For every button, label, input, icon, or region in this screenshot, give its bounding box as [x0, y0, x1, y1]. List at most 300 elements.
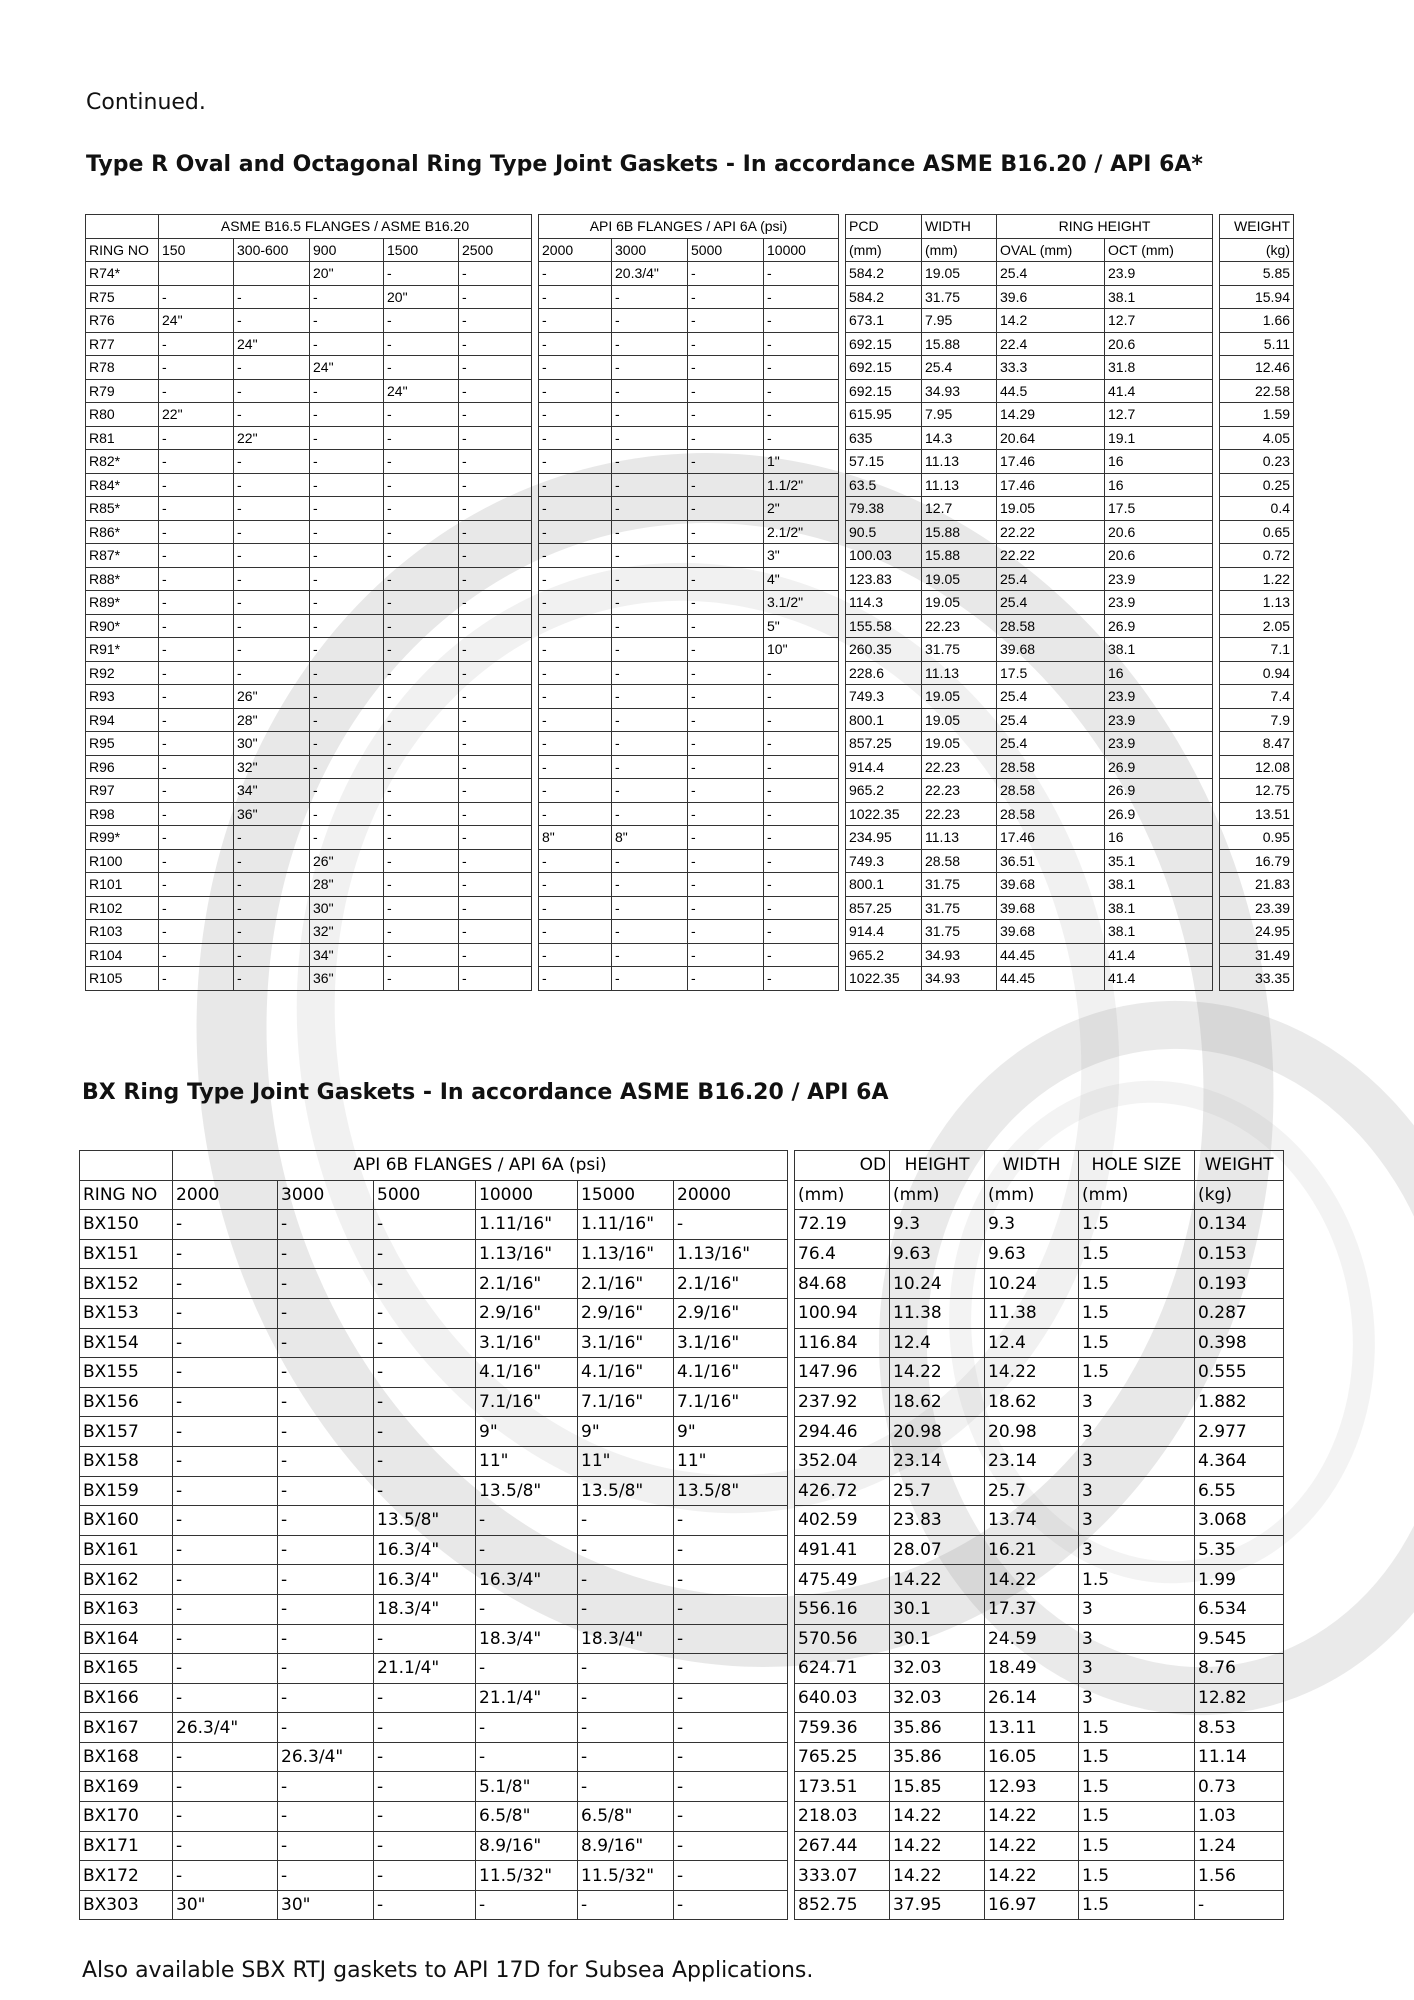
- table-cell: 765.25: [795, 1742, 890, 1772]
- table-row: [80, 1713, 1284, 1743]
- table-cell: R78: [86, 356, 159, 380]
- table-cell: 624.71: [795, 1654, 890, 1684]
- table-cell: 38.1: [1105, 920, 1213, 944]
- table-cell: 6.5/8": [578, 1802, 674, 1832]
- table-cell: -: [612, 849, 688, 873]
- table-cell: -: [278, 1239, 374, 1269]
- table-cell: 19.05: [922, 708, 997, 732]
- table-cell: 18.3/4": [578, 1624, 674, 1654]
- table-cell: 100.03: [846, 544, 922, 568]
- table-cell: 123.83: [846, 567, 922, 591]
- table-cell: -: [159, 638, 234, 662]
- table-cell: -: [374, 1476, 476, 1506]
- column-gap: [1213, 473, 1220, 497]
- table-cell: -: [539, 943, 612, 967]
- table-cell: 13.11: [985, 1713, 1079, 1743]
- table-cell: 2000: [173, 1180, 278, 1210]
- table-cell: -: [612, 379, 688, 403]
- weight-header: WEIGHT: [1195, 1151, 1284, 1181]
- table-cell: 84.68: [795, 1269, 890, 1299]
- table-cell: 16: [1105, 450, 1213, 474]
- table-cell: 23.9: [1105, 262, 1213, 286]
- table-row: [86, 567, 1294, 591]
- table-cell: 19.05: [997, 497, 1105, 521]
- table-cell: 692.15: [846, 332, 922, 356]
- table-cell: 0.398: [1195, 1328, 1284, 1358]
- table-row: [80, 1417, 1284, 1447]
- section2-title: BX Ring Type Joint Gaskets - In accordance ASME B16.20 / API 6A: [82, 1080, 889, 1105]
- table-cell: 30": [310, 896, 384, 920]
- table-cell: 11.38: [985, 1298, 1079, 1328]
- table-cell: -: [384, 426, 459, 450]
- table-cell: -: [173, 1535, 278, 1565]
- table-cell: 1.5: [1079, 1239, 1195, 1269]
- table-cell: -: [384, 614, 459, 638]
- table-cell: -: [764, 873, 839, 897]
- table-cell: -: [612, 356, 688, 380]
- table-cell: -: [764, 285, 839, 309]
- table-cell: -: [764, 332, 839, 356]
- table-cell: R99*: [86, 826, 159, 850]
- table-cell: -: [688, 896, 764, 920]
- table-cell: R89*: [86, 591, 159, 615]
- table-cell: 12.4: [985, 1328, 1079, 1358]
- column-gap: [1213, 520, 1220, 544]
- column-gap: [839, 356, 846, 380]
- table-cell: -: [764, 661, 839, 685]
- table-cell: 9.63: [985, 1239, 1079, 1269]
- column-gap: [839, 943, 846, 967]
- table-cell: -: [764, 779, 839, 803]
- table-cell: -: [234, 450, 310, 474]
- column-gap: [1213, 896, 1220, 920]
- table-cell: 9": [674, 1417, 788, 1447]
- table-cell: -: [612, 450, 688, 474]
- table-cell: -: [173, 1328, 278, 1358]
- column-gap: [532, 356, 539, 380]
- column-gap: [839, 403, 846, 427]
- table-cell: 14.22: [890, 1358, 985, 1388]
- table-row: [86, 967, 1294, 991]
- table-cell: 28": [310, 873, 384, 897]
- table-cell: -: [674, 1624, 788, 1654]
- table-cell: -: [173, 1654, 278, 1684]
- table-cell: 34.93: [922, 943, 997, 967]
- table-cell: 26.9: [1105, 614, 1213, 638]
- table-cell: 25.4: [997, 685, 1105, 709]
- column-gap: [788, 1269, 795, 1299]
- table-cell: BX163: [80, 1594, 173, 1624]
- table-cell: 16: [1105, 473, 1213, 497]
- table-cell: 267.44: [795, 1831, 890, 1861]
- table-cell: 475.49: [795, 1565, 890, 1595]
- table-cell: -: [459, 779, 532, 803]
- table-cell: -: [384, 873, 459, 897]
- table-cell: -: [612, 802, 688, 826]
- table-cell: -: [374, 1298, 476, 1328]
- table-cell: -: [384, 755, 459, 779]
- column-gap: [839, 450, 846, 474]
- table-cell: -: [173, 1358, 278, 1388]
- table-cell: 16.05: [985, 1742, 1079, 1772]
- table-cell: 22": [234, 426, 310, 450]
- table-row: [86, 379, 1294, 403]
- table-cell: 17.5: [1105, 497, 1213, 521]
- table-cell: -: [674, 1742, 788, 1772]
- table-cell: -: [688, 497, 764, 521]
- column-gap: [532, 332, 539, 356]
- table-cell: 4.1/16": [476, 1358, 578, 1388]
- table-cell: 38.1: [1105, 873, 1213, 897]
- table-cell: 13.5/8": [476, 1476, 578, 1506]
- table-cell: -: [173, 1772, 278, 1802]
- table-cell: 5000: [374, 1180, 476, 1210]
- table-cell: -: [159, 285, 234, 309]
- table-cell: 11.13: [922, 473, 997, 497]
- table-cell: 0.25: [1220, 473, 1294, 497]
- table-cell: -: [278, 1358, 374, 1388]
- table-row: [86, 309, 1294, 333]
- table-cell: 228.6: [846, 661, 922, 685]
- table-cell: BX303: [80, 1890, 173, 1920]
- table-cell: 9.3: [890, 1210, 985, 1240]
- table-cell: BX168: [80, 1742, 173, 1772]
- table-cell: 3: [1079, 1506, 1195, 1536]
- table-cell: 1.5: [1079, 1565, 1195, 1595]
- table-cell: -: [578, 1594, 674, 1624]
- table-cell: -: [459, 802, 532, 826]
- table-cell: 640.03: [795, 1683, 890, 1713]
- table-cell: 22.23: [922, 802, 997, 826]
- table-cell: 1.13: [1220, 591, 1294, 615]
- table-cell: 24": [159, 309, 234, 333]
- table-cell: -: [310, 520, 384, 544]
- column-gap: [839, 849, 846, 873]
- table-cell: 1500: [384, 238, 459, 262]
- table-cell: -: [578, 1565, 674, 1595]
- table-row: [80, 1890, 1284, 1920]
- column-gap: [1213, 544, 1220, 568]
- table-cell: -: [764, 826, 839, 850]
- table-cell: -: [278, 1476, 374, 1506]
- column-gap: [839, 920, 846, 944]
- table-cell: -: [159, 520, 234, 544]
- table-cell: -: [159, 544, 234, 568]
- table-cell: -: [578, 1683, 674, 1713]
- table-cell: -: [278, 1298, 374, 1328]
- column-gap: [839, 426, 846, 450]
- column-gap: [839, 497, 846, 521]
- table-header-row: [80, 1180, 1284, 1210]
- table-cell: -: [278, 1535, 374, 1565]
- table-cell: R100: [86, 849, 159, 873]
- table-cell: R96: [86, 755, 159, 779]
- table-cell: 759.36: [795, 1713, 890, 1743]
- table-cell: -: [688, 732, 764, 756]
- table-cell: -: [688, 544, 764, 568]
- table-cell: 8": [612, 826, 688, 850]
- table-row: [80, 1654, 1284, 1684]
- table-row: [80, 1861, 1284, 1891]
- table-cell: 10000: [764, 238, 839, 262]
- table-cell: -: [374, 1239, 476, 1269]
- table-cell: 36": [234, 802, 310, 826]
- table-cell: 34": [234, 779, 310, 803]
- column-gap: [1213, 873, 1220, 897]
- table-cell: -: [459, 685, 532, 709]
- table-cell: -: [374, 1358, 476, 1388]
- table-cell: -: [278, 1861, 374, 1891]
- column-gap: [1213, 732, 1220, 756]
- table-cell: 11": [578, 1446, 674, 1476]
- table-cell: -: [310, 285, 384, 309]
- table-cell: 857.25: [846, 732, 922, 756]
- table-cell: 16.3/4": [374, 1565, 476, 1595]
- table-cell: 2.1/2": [764, 520, 839, 544]
- table-row: [80, 1446, 1284, 1476]
- table-cell: 12.4: [890, 1328, 985, 1358]
- table-cell: -: [278, 1594, 374, 1624]
- table-cell: -: [476, 1890, 578, 1920]
- column-gap: [1213, 426, 1220, 450]
- table-cell: 24": [234, 332, 310, 356]
- table-cell: 3000: [278, 1180, 374, 1210]
- column-gap: [788, 1328, 795, 1358]
- table-cell: 3.1/16": [476, 1328, 578, 1358]
- table-cell: BX154: [80, 1328, 173, 1358]
- table-cell: -: [539, 309, 612, 333]
- column-gap: [1213, 708, 1220, 732]
- table-cell: 12.93: [985, 1772, 1079, 1802]
- table-cell: -: [159, 779, 234, 803]
- ring-height-header: RING HEIGHT: [997, 215, 1213, 239]
- table-cell: -: [159, 826, 234, 850]
- table-cell: -: [764, 967, 839, 991]
- table-row: [86, 638, 1294, 662]
- column-gap: [839, 779, 846, 803]
- column-gap: [839, 755, 846, 779]
- table-cell: -: [310, 685, 384, 709]
- table-cell: -: [459, 309, 532, 333]
- table-cell: (mm): [985, 1180, 1079, 1210]
- table-cell: -: [234, 661, 310, 685]
- table-cell: -: [459, 426, 532, 450]
- table-cell: -: [234, 591, 310, 615]
- pcd-header: PCD: [846, 215, 922, 239]
- table-cell: 426.72: [795, 1476, 890, 1506]
- table-cell: -: [159, 450, 234, 474]
- table-cell: 3": [764, 544, 839, 568]
- table-row: [86, 779, 1294, 803]
- table-cell: -: [539, 426, 612, 450]
- table-cell: 6.5/8": [476, 1802, 578, 1832]
- table-cell: -: [278, 1802, 374, 1832]
- table-cell: -: [278, 1446, 374, 1476]
- table-cell: -: [459, 849, 532, 873]
- table-cell: 584.2: [846, 285, 922, 309]
- table-cell: 8.9/16": [476, 1831, 578, 1861]
- table-cell: -: [278, 1387, 374, 1417]
- table-cell: 5.85: [1220, 262, 1294, 286]
- table-cell: -: [1195, 1890, 1284, 1920]
- table-cell: -: [159, 661, 234, 685]
- column-gap: [788, 1358, 795, 1388]
- table-cell: 13.74: [985, 1506, 1079, 1536]
- table-cell: -: [459, 943, 532, 967]
- table-cell: 3: [1079, 1654, 1195, 1684]
- table-cell: -: [459, 356, 532, 380]
- table-cell: 22.22: [997, 520, 1105, 544]
- table-cell: 14.22: [985, 1861, 1079, 1891]
- table-cell: 14.3: [922, 426, 997, 450]
- table-cell: 13.5/8": [374, 1506, 476, 1536]
- table-cell: -: [459, 473, 532, 497]
- table-row: [80, 1239, 1284, 1269]
- table-cell: BX153: [80, 1298, 173, 1328]
- table-cell: 8.76: [1195, 1654, 1284, 1684]
- table-cell: -: [374, 1269, 476, 1299]
- table-cell: 34.93: [922, 967, 997, 991]
- table-cell: R93: [86, 685, 159, 709]
- table-cell: 0.134: [1195, 1210, 1284, 1240]
- table-cell: -: [764, 262, 839, 286]
- table-cell: -: [688, 567, 764, 591]
- table-cell: 6.534: [1195, 1594, 1284, 1624]
- table-cell: 26": [234, 685, 310, 709]
- table-cell: 2.1/16": [476, 1269, 578, 1299]
- table-cell: 26": [310, 849, 384, 873]
- table-cell: -: [374, 1890, 476, 1920]
- column-gap: [532, 802, 539, 826]
- table-cell: -: [310, 591, 384, 615]
- table-cell: -: [539, 591, 612, 615]
- height-header: HEIGHT: [890, 1151, 985, 1181]
- table-cell: 692.15: [846, 356, 922, 380]
- table-cell: 9": [578, 1417, 674, 1447]
- table-cell: R104: [86, 943, 159, 967]
- table-cell: -: [310, 544, 384, 568]
- column-gap: [788, 1417, 795, 1447]
- api-flanges-header: API 6B FLANGES / API 6A (psi): [173, 1151, 788, 1181]
- table-cell: -: [159, 356, 234, 380]
- table-cell: 8": [539, 826, 612, 850]
- table-cell: 20.64: [997, 426, 1105, 450]
- table-cell: R81: [86, 426, 159, 450]
- table-cell: 14.22: [890, 1565, 985, 1595]
- table-cell: 857.25: [846, 896, 922, 920]
- table-cell: -: [578, 1713, 674, 1743]
- table-cell: 3: [1079, 1624, 1195, 1654]
- table-cell: -: [539, 638, 612, 662]
- table-cell: -: [384, 403, 459, 427]
- table-cell: 1.1/2": [764, 473, 839, 497]
- table-row: [80, 1742, 1284, 1772]
- table-cell: 800.1: [846, 708, 922, 732]
- table-cell: -: [234, 826, 310, 850]
- table-cell: 15.94: [1220, 285, 1294, 309]
- table-cell: -: [384, 638, 459, 662]
- column-gap: [1213, 379, 1220, 403]
- table-cell: -: [310, 661, 384, 685]
- table-cell: 32": [234, 755, 310, 779]
- column-gap: [532, 661, 539, 685]
- table-cell: 3.068: [1195, 1506, 1284, 1536]
- table-cell: R102: [86, 896, 159, 920]
- table-row: [86, 732, 1294, 756]
- table-cell: -: [234, 379, 310, 403]
- column-gap: [788, 1890, 795, 1920]
- table-row: [86, 544, 1294, 568]
- table-cell: -: [612, 896, 688, 920]
- table-row: [86, 520, 1294, 544]
- table-cell: [159, 262, 234, 286]
- table-cell: 5": [764, 614, 839, 638]
- table-cell: -: [612, 497, 688, 521]
- table-cell: 1.5: [1079, 1890, 1195, 1920]
- table-cell: 4": [764, 567, 839, 591]
- column-gap: [532, 779, 539, 803]
- table-cell: -: [374, 1417, 476, 1447]
- table-cell: -: [173, 1861, 278, 1891]
- table-cell: 5.1/8": [476, 1772, 578, 1802]
- table-cell: 16: [1105, 661, 1213, 685]
- table-cell: 1.5: [1079, 1269, 1195, 1299]
- table-group-header-row: [80, 1151, 1284, 1181]
- table-cell: 7.9: [1220, 708, 1294, 732]
- table-cell: 12.7: [922, 497, 997, 521]
- column-gap: [532, 567, 539, 591]
- table-cell: 32.03: [890, 1683, 985, 1713]
- table-cell: BX150: [80, 1210, 173, 1240]
- table-row: [86, 473, 1294, 497]
- column-gap: [1213, 591, 1220, 615]
- table-cell: -: [278, 1506, 374, 1536]
- table-cell: 20.6: [1105, 332, 1213, 356]
- table-cell: 852.75: [795, 1890, 890, 1920]
- table-cell: 57.15: [846, 450, 922, 474]
- table-cell: BX160: [80, 1506, 173, 1536]
- table-cell: -: [674, 1713, 788, 1743]
- table-cell: 14.29: [997, 403, 1105, 427]
- section1-title: Type R Oval and Octagonal Ring Type Joint Gaskets - In accordance ASME B16.20 / API 6A*: [86, 152, 1203, 177]
- table-cell: BX169: [80, 1772, 173, 1802]
- table-cell: -: [764, 685, 839, 709]
- table-cell: BX152: [80, 1269, 173, 1299]
- table-cell: -: [612, 873, 688, 897]
- column-gap: [532, 450, 539, 474]
- table-cell: -: [578, 1535, 674, 1565]
- table-cell: -: [173, 1594, 278, 1624]
- table-cell: -: [159, 802, 234, 826]
- table-cell: -: [688, 614, 764, 638]
- table-cell: 0.94: [1220, 661, 1294, 685]
- table-cell: -: [384, 896, 459, 920]
- table-cell: -: [612, 685, 688, 709]
- table-row: [80, 1476, 1284, 1506]
- table-cell: -: [539, 732, 612, 756]
- table-cell: -: [310, 450, 384, 474]
- column-gap: [788, 1831, 795, 1861]
- table-cell: 24": [310, 356, 384, 380]
- table-cell: 41.4: [1105, 379, 1213, 403]
- table-cell: 18.62: [985, 1387, 1079, 1417]
- table-cell: 5.35: [1195, 1535, 1284, 1565]
- table-cell: 7.1/16": [476, 1387, 578, 1417]
- table-cell: 150: [159, 238, 234, 262]
- table-cell: -: [374, 1713, 476, 1743]
- column-gap: [839, 544, 846, 568]
- column-gap: [532, 920, 539, 944]
